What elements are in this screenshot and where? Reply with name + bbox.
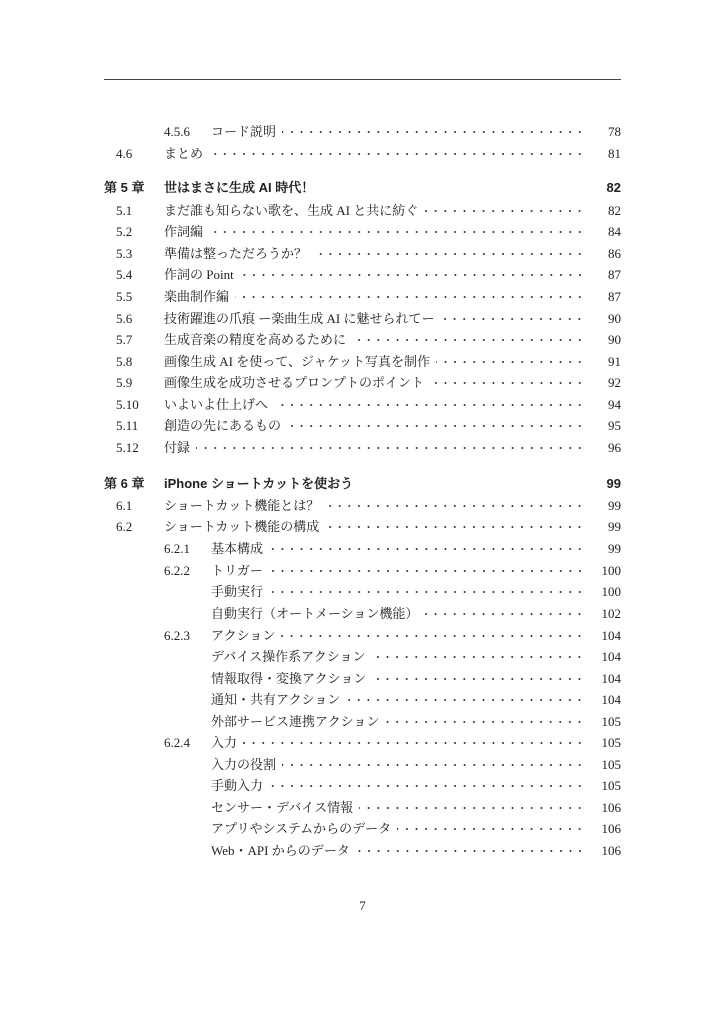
dot-leader (235, 287, 587, 307)
toc-entry[interactable] (104, 144, 621, 164)
entry-page: 90 (608, 311, 621, 326)
entry-title: 作詞の Point (164, 267, 234, 282)
dot-leader (269, 582, 587, 602)
entry-title: 作詞編 (164, 224, 204, 239)
toc-entry[interactable] (104, 265, 621, 285)
toc-entry[interactable] (104, 352, 621, 372)
entry-page: 100 (601, 584, 621, 599)
entry-title: 通知・共有アクション (211, 692, 341, 707)
dot-leader (287, 416, 587, 436)
entry-page: 81 (608, 146, 621, 161)
entry-page: 84 (608, 224, 621, 239)
toc-entry[interactable] (104, 690, 621, 710)
entry-number: 6.2.1 (164, 541, 190, 556)
entry-number: 6.2.4 (164, 735, 190, 750)
toc-entry[interactable] (104, 669, 621, 689)
entry-title: 世はまさに生成 AI 時代！ (164, 180, 315, 195)
dot-leader (440, 309, 587, 329)
toc-chapter-entry[interactable] (104, 474, 621, 494)
dot-leader (356, 841, 587, 861)
entry-title: 入力の役割 (211, 757, 277, 772)
entry-title: 創造の先にあるもの (164, 418, 282, 433)
entry-title: まだ誰も知らない歌を、生成 AI と共に紡ぐ (164, 203, 419, 218)
dot-leader (359, 474, 587, 494)
dot-leader (372, 669, 587, 689)
dot-leader (385, 712, 587, 732)
toc-entry[interactable] (104, 776, 621, 796)
entry-title: 技術躍進の爪痕 ー楽曲生成 AI に魅せられてー (164, 311, 435, 326)
entry-number: 5.11 (116, 418, 139, 433)
toc-entry[interactable] (104, 733, 621, 753)
entry-page: 99 (606, 476, 621, 491)
entry-number: 5.9 (116, 375, 133, 390)
entry-number: 5.2 (116, 224, 133, 239)
entry-title: ショートカット機能の構成 (164, 519, 320, 534)
dot-leader (352, 330, 587, 350)
entry-page: 104 (601, 671, 621, 686)
entry-number: 5.10 (116, 397, 139, 412)
toc-entry[interactable] (104, 539, 621, 559)
entry-page: 92 (608, 375, 621, 390)
entry-title: 情報取得・変換アクション (211, 671, 367, 686)
entry-number: 6.2 (116, 519, 133, 534)
dot-leader (243, 733, 587, 753)
entry-page: 99 (608, 498, 621, 513)
dot-leader (269, 776, 587, 796)
toc-entry[interactable] (104, 416, 621, 436)
entry-title: 画像生成 AI を使って、ジャケット写真を制作 (164, 354, 431, 369)
entry-number: 5.8 (116, 354, 133, 369)
entry-title: 準備は整っただろうか？ (164, 246, 308, 261)
entry-number: 第 5 章 (104, 180, 145, 195)
entry-page: 82 (608, 203, 621, 218)
entry-page: 86 (608, 246, 621, 261)
toc-entry[interactable] (104, 712, 621, 732)
dot-leader (313, 244, 587, 264)
entry-page: 105 (601, 735, 621, 750)
entry-number: 5.7 (116, 332, 133, 347)
entry-title: アプリやシステムからのデータ (211, 821, 392, 836)
toc-chapter-entry[interactable] (104, 178, 621, 198)
entry-page: 106 (601, 843, 621, 858)
dot-leader (325, 496, 587, 516)
entry-page: 87 (608, 267, 621, 282)
header-rule (104, 79, 621, 80)
dot-leader (282, 755, 587, 775)
dot-leader (397, 819, 587, 839)
entry-number: 6.2.3 (164, 628, 190, 643)
toc-entry[interactable] (104, 438, 621, 458)
dot-leader (209, 144, 587, 164)
entry-number: 6.1 (116, 498, 133, 513)
dot-leader (436, 352, 587, 372)
dot-leader (430, 373, 587, 393)
toc-entry[interactable] (104, 309, 621, 329)
entry-page: 82 (606, 180, 621, 195)
entry-page: 106 (601, 800, 621, 815)
entry-page: 104 (601, 649, 621, 664)
entry-page: 105 (601, 757, 621, 772)
entry-number: 5.3 (116, 246, 133, 261)
dot-leader (424, 604, 587, 624)
toc-entry[interactable] (104, 222, 621, 242)
toc-entry[interactable] (104, 122, 621, 142)
entry-page: 105 (601, 714, 621, 729)
toc-entry[interactable] (104, 201, 621, 221)
toc-entry[interactable] (104, 395, 621, 415)
entry-number: 5.4 (116, 267, 133, 282)
dot-leader (282, 122, 587, 142)
dot-leader (269, 561, 587, 581)
entry-number: 第 6 章 (104, 476, 145, 491)
entry-title: 外部サービス連携アクション (211, 714, 380, 729)
entry-page: 105 (601, 778, 621, 793)
entry-title: 自動実行（オートメーション機能） (211, 606, 419, 621)
toc-entry[interactable] (104, 582, 621, 602)
page-number: 7 (359, 898, 366, 913)
entry-title: コード説明 (211, 124, 277, 139)
dot-leader (274, 395, 587, 415)
entry-page: 99 (608, 541, 621, 556)
entry-number: 5.6 (116, 311, 133, 326)
entry-title: トリガー (211, 563, 263, 578)
toc-entry[interactable] (104, 561, 621, 581)
toc-entry[interactable] (104, 330, 621, 350)
toc-entry[interactable] (104, 517, 621, 537)
entry-title: 基本構成 (211, 541, 264, 556)
entry-number: 5.12 (116, 440, 139, 455)
entry-page: 100 (601, 563, 621, 578)
toc-entry[interactable] (104, 755, 621, 775)
toc-entry[interactable] (104, 798, 621, 818)
toc-entry[interactable] (104, 647, 621, 667)
entry-title: いよいよ仕上げへ (164, 397, 269, 412)
toc-entry[interactable] (104, 841, 621, 861)
entry-title: 生成音楽の精度を高めるために (164, 332, 347, 347)
entry-number: 4.5.6 (164, 124, 190, 139)
entry-title: デバイス操作系アクション (211, 649, 366, 664)
entry-page: 95 (608, 418, 621, 433)
entry-page: 78 (608, 124, 621, 139)
entry-page: 104 (601, 692, 621, 707)
entry-page: 102 (601, 606, 621, 621)
entry-title: 付録 (164, 440, 191, 455)
dot-leader (424, 201, 587, 221)
entry-page: 94 (608, 397, 621, 412)
entry-page: 90 (608, 332, 621, 347)
dot-leader (320, 178, 587, 198)
toc-entry[interactable] (104, 244, 621, 264)
entry-title: まとめ (164, 146, 204, 161)
entry-page: 104 (601, 628, 621, 643)
entry-page: 87 (608, 289, 621, 304)
dot-leader (371, 647, 587, 667)
entry-page: 99 (608, 519, 621, 534)
toc-entry[interactable] (104, 496, 621, 516)
entry-title: 画像生成を成功させるプロンプトのポイント (164, 375, 425, 390)
toc-entry[interactable] (104, 626, 621, 646)
toc-entry[interactable] (104, 287, 621, 307)
toc-entry[interactable] (104, 373, 621, 393)
entry-page: 96 (608, 440, 621, 455)
entry-title: アクション (211, 628, 276, 643)
entry-title: iPhone ショートカットを使おう (164, 476, 354, 491)
entry-title: ショートカット機能とは？ (164, 498, 320, 513)
toc-entry[interactable] (104, 819, 621, 839)
dot-leader (209, 222, 587, 242)
entry-title: 手動実行 (211, 584, 264, 599)
entry-title: 入力 (211, 735, 238, 750)
dot-leader (196, 438, 587, 458)
dot-leader (281, 626, 587, 646)
entry-page: 106 (601, 821, 621, 836)
entry-title: 手動入力 (211, 778, 264, 793)
dot-leader (269, 539, 587, 559)
dot-leader (359, 798, 587, 818)
dot-leader (240, 265, 587, 285)
entry-number: 6.2.2 (164, 563, 190, 578)
entry-number: 4.6 (116, 146, 133, 161)
entry-title: センサー・デバイス情報 (211, 800, 354, 815)
entry-number: 5.5 (116, 289, 133, 304)
entry-title: 楽曲制作編 (164, 289, 230, 304)
entry-page: 91 (608, 354, 621, 369)
dot-leader (346, 690, 587, 710)
dot-leader (325, 517, 587, 537)
entry-number: 5.1 (116, 203, 133, 218)
entry-title: Web・API からのデータ (211, 843, 350, 858)
toc-entry[interactable] (104, 604, 621, 624)
